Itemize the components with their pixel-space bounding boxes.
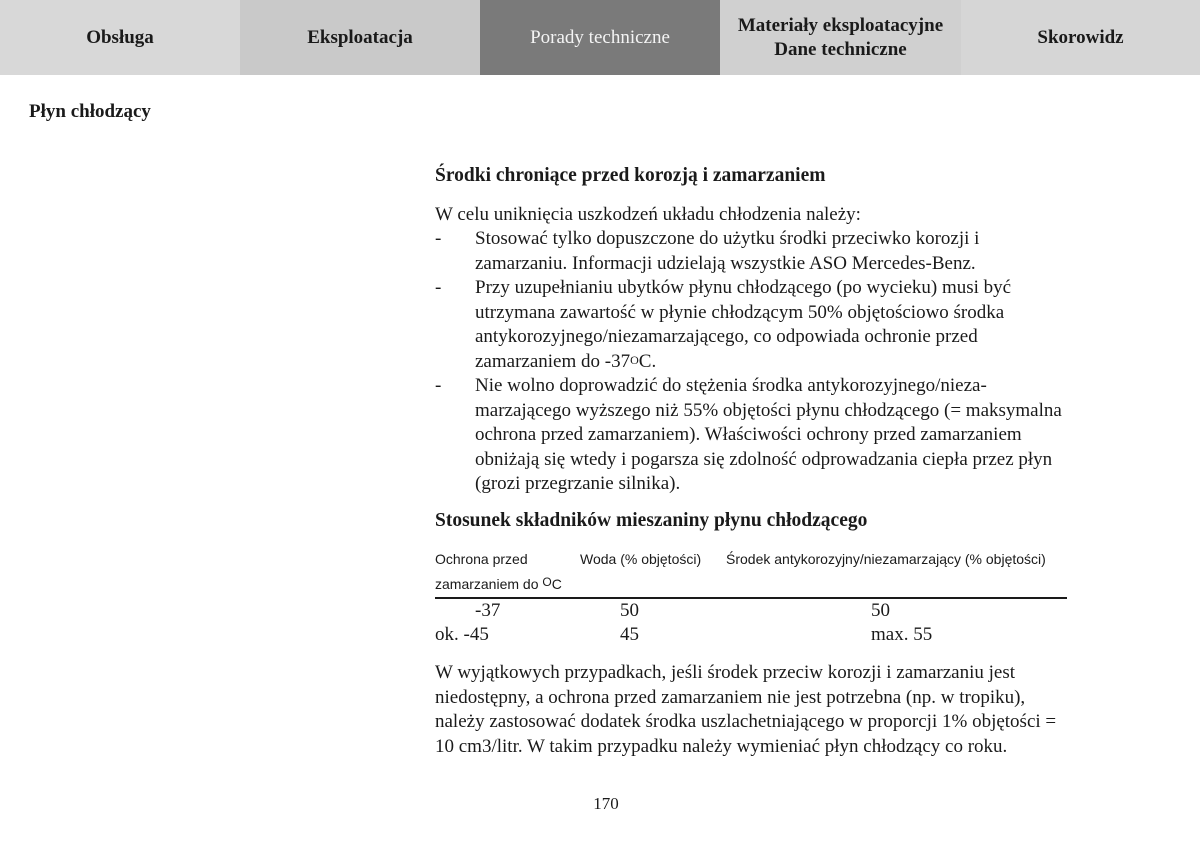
- bullet-dash: -: [435, 228, 442, 249]
- tab-skorowidz[interactable]: Skorowidz: [961, 0, 1200, 75]
- page-number: 170: [593, 794, 619, 813]
- main-content: [435, 164, 1075, 759]
- bullet-text-tail: C.: [638, 350, 657, 372]
- heading-corrosion-protection: Środki chroniące przed korozją i zamarzaniem: [435, 165, 826, 186]
- mixture-table: [435, 547, 1067, 647]
- instruction-list: [435, 227, 1075, 497]
- section-tabs: [0, 0, 1200, 75]
- cell-agent: max. 55: [871, 624, 933, 645]
- tab-materialy-line1: Materiały eksploatacyjne: [737, 14, 944, 36]
- table-row: [435, 598, 1067, 623]
- header-water: Woda (% objętości): [580, 551, 702, 567]
- bullet-text: Nie wolno doprowadzić do stężenia środka antykorozyjnego/niezamarzającego wyższego niż 55% objętości płynu chłodzącego (= maksymalna ochrona przed zamarzaniem). Właściwości ochrony przed zamarzaniem obniżają się wtedy i pogarsza się zdolność odprowadzania ciepła przez płyn (grozi przegrzanie silnika).: [475, 375, 1062, 494]
- list-item: [435, 374, 1075, 497]
- table-header-row: [435, 547, 1067, 598]
- bullet-text: Przy uzupełnianiu ubytków płynu chłodzącego (po wycieku) musi być utrzymana zawartość w płynie chłodzącym 50% objętościowo środka antykorozyjnego/niezamarzającego, co odpowiada ochronie przed zamarzaniem do -37: [475, 277, 1012, 372]
- cell-water: 45: [620, 624, 639, 645]
- degree-sup: O: [542, 575, 552, 589]
- bullet-text: Stosować tylko dopuszczone do użytku środki przeciwko korozji i zamarzaniu. Informacji udzielają wszystkie ASO Mercedes-Benz.: [475, 228, 980, 274]
- bullet-dash: -: [435, 375, 442, 396]
- header-protection: [435, 547, 580, 598]
- cell-protection: ok. -45: [435, 624, 489, 645]
- cell-agent: 50: [871, 600, 890, 621]
- tab-materialy-dane[interactable]: [720, 0, 961, 75]
- mixture-table-wrap: [435, 547, 1075, 647]
- tab-eksploatacja[interactable]: Eksploatacja: [240, 0, 480, 75]
- cell-protection: -37: [475, 600, 501, 621]
- table-row: [435, 623, 1067, 647]
- bullet-dash: -: [435, 277, 442, 298]
- intro-text: W celu uniknięcia uszkodzeń układu chłodzenia należy:: [435, 203, 861, 225]
- degree-sup: O: [630, 352, 639, 367]
- heading-mixture-ratio: Stosunek składników mieszaniny płynu chłodzącego: [435, 509, 868, 531]
- section-label: Płyn chłodzący: [29, 101, 151, 122]
- outro-text: W wyjątkowych przypadkach, jeśli środek przeciw korozji i zamarzaniu jest niedostępny, a ochrona przed zamarzaniem nie jest potrzebna (np. w tropiku), należy zastosować dodatek środka uszlachetniającego w proporcji 1% objętości = 10 cm3/litr. W takim przypadku należy wymieniać płyn chłodzący co roku.: [435, 662, 1057, 757]
- header-protection-tail: C: [551, 576, 562, 592]
- list-item: [435, 227, 1075, 276]
- tab-porady-techniczne[interactable]: Porady techniczne: [480, 0, 720, 75]
- cell-water: 50: [620, 600, 639, 621]
- list-item: [435, 276, 1075, 374]
- tab-obsluga[interactable]: Obsługa: [0, 0, 240, 75]
- header-protection-line2: zamarzaniem do: [435, 576, 543, 592]
- header-protection-line1: Ochrona przed: [435, 551, 528, 567]
- header-agent: Środek antykorozyjny/niezamarzający (% objętości): [726, 551, 1046, 567]
- tab-materialy-line2: Dane techniczne: [774, 38, 907, 60]
